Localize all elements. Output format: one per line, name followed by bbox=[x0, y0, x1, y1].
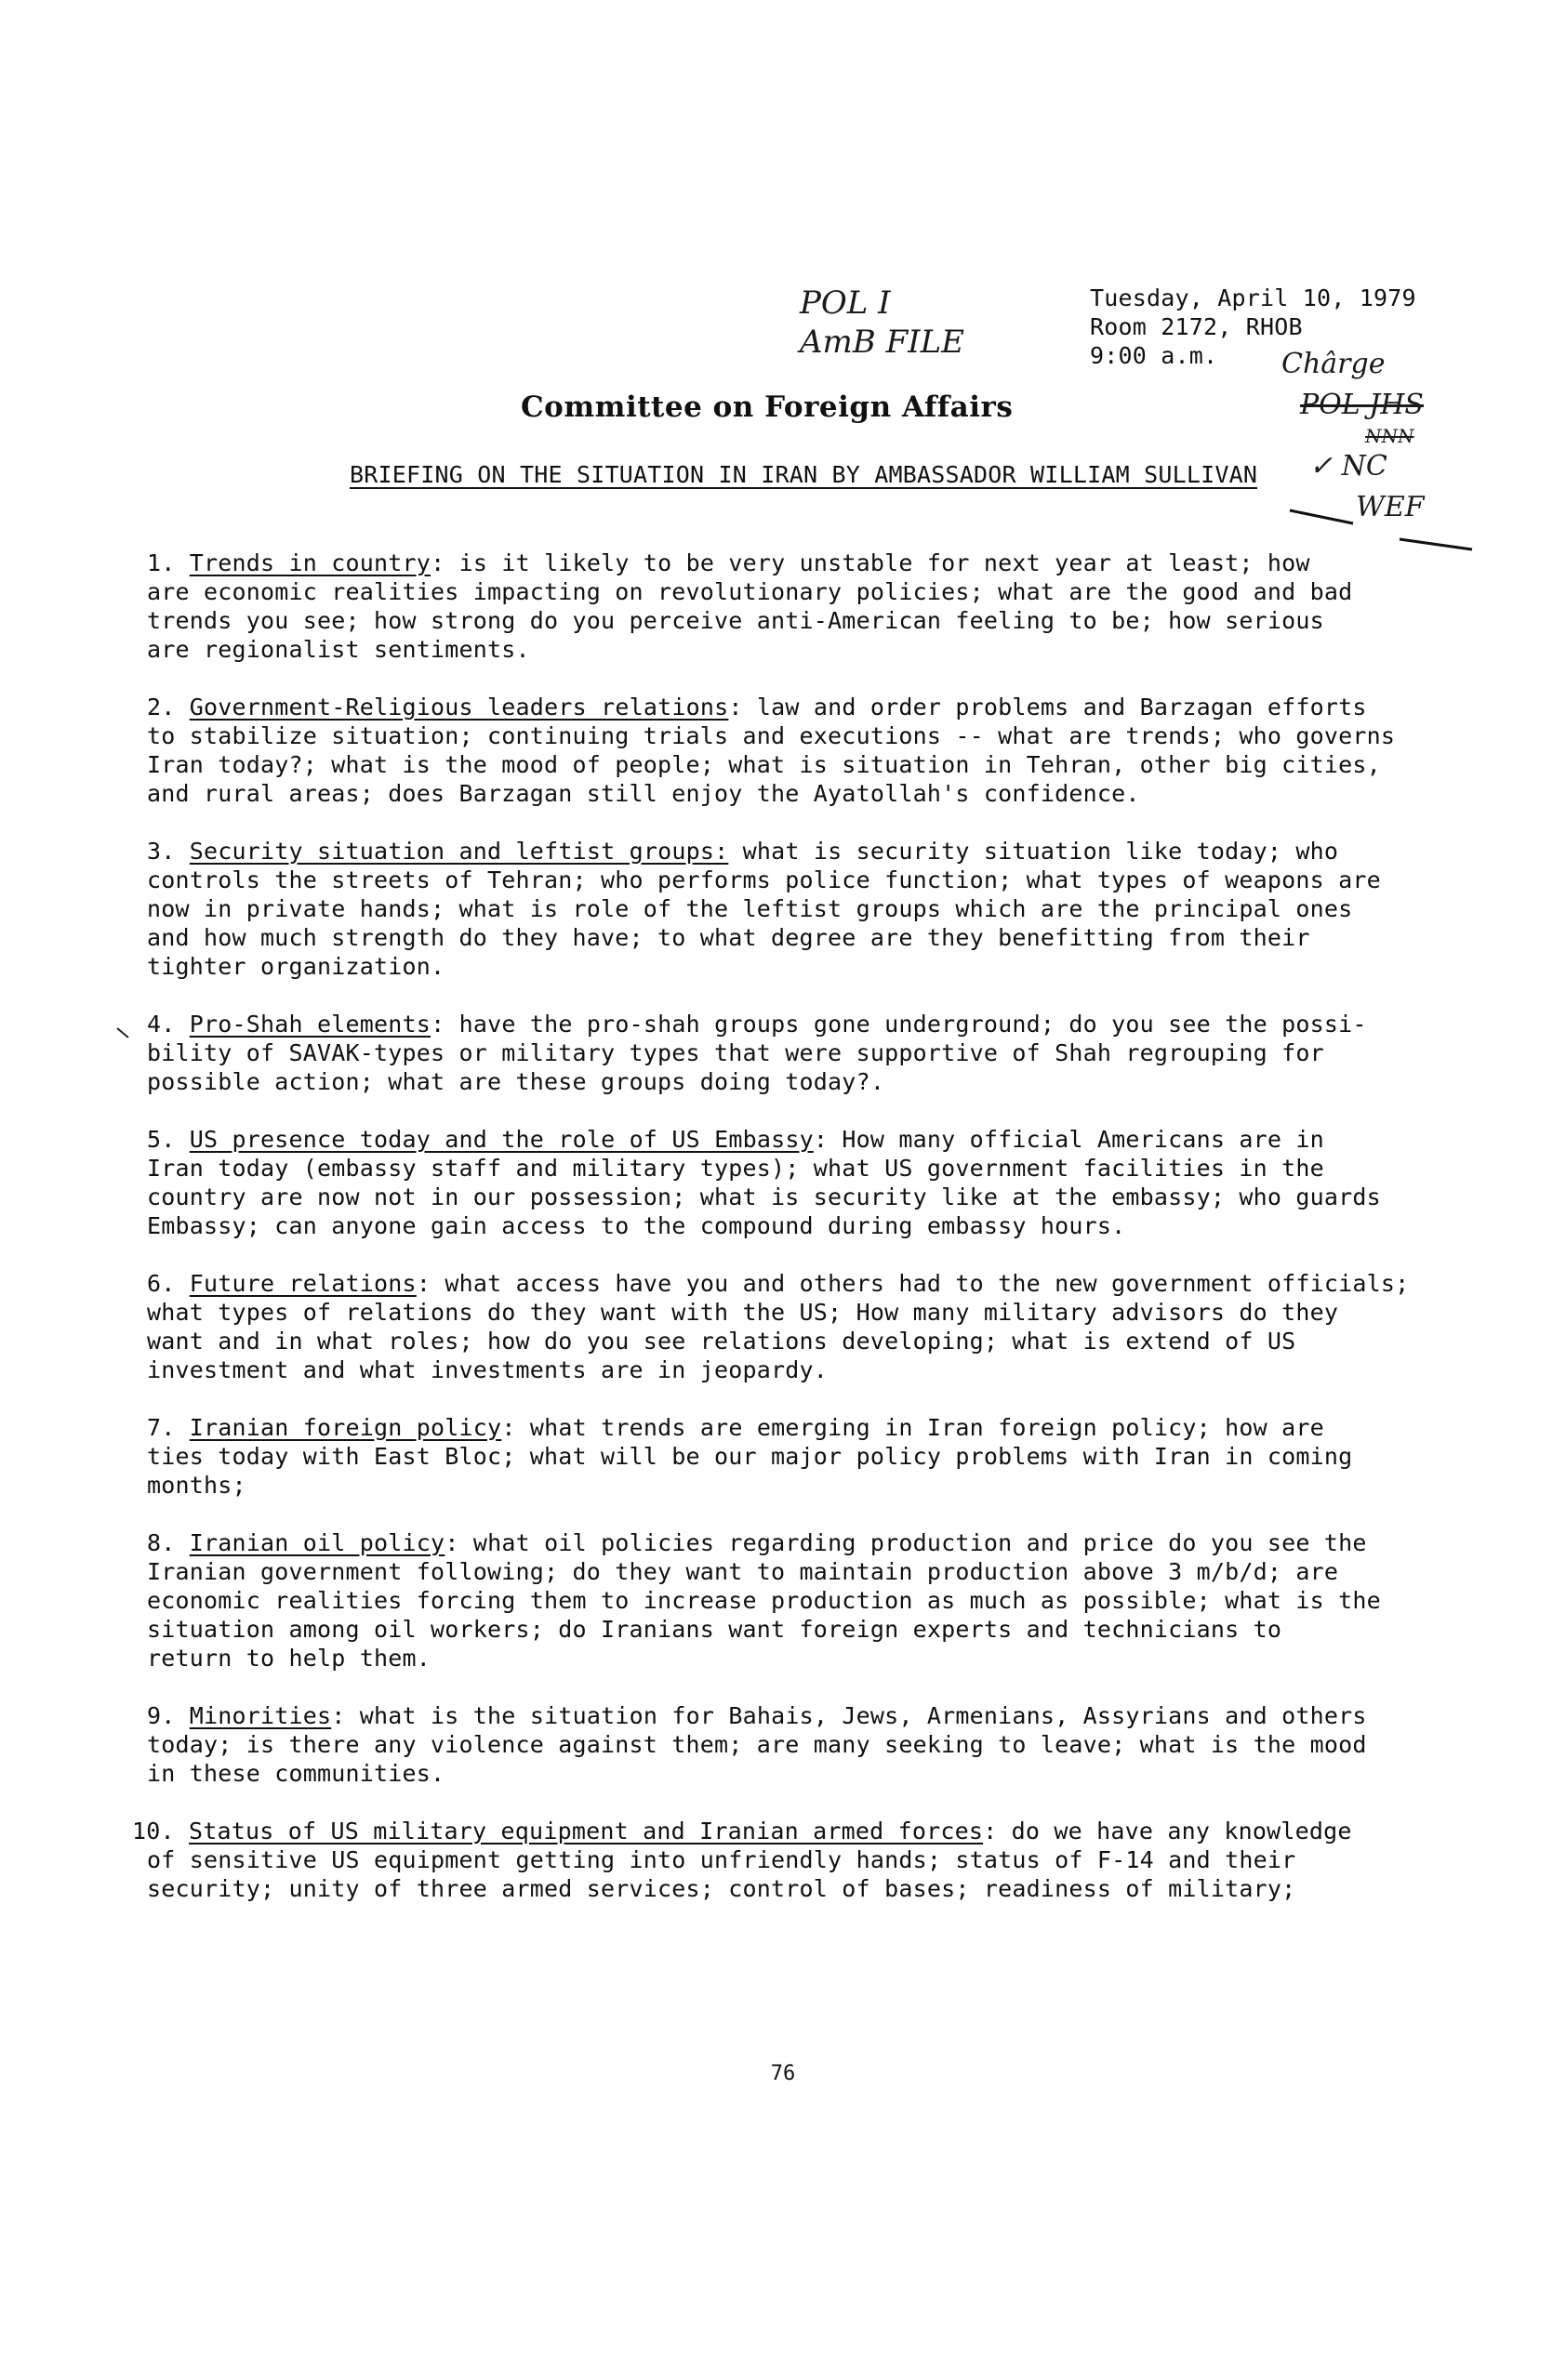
routing-note: ✓ NC bbox=[1309, 450, 1387, 483]
meeting-date: Tuesday, April 10, 1979 bbox=[1090, 284, 1416, 311]
briefing-items bbox=[132, 549, 1505, 1932]
committee-title: Committee on Foreign Affairs bbox=[521, 390, 1014, 424]
item-text: what is security situation like today; who controls the streets of Tehran; who performs police function; what types of weapons are now in private hands; what is role of the leftist groups which are the principal ones and how much strength do they have; to what degree are they benefitting from their tighter organization. bbox=[147, 838, 1381, 980]
item-text: : what access have you and others had to the new government officials; what types of relations do they want with the US; How many military advisors do they want and in what roles; how do you see relations developing; what is extend of US investment and what investments are in jeopardy. bbox=[147, 1270, 1410, 1383]
list-item bbox=[147, 837, 1505, 981]
item-number: 6. bbox=[147, 1270, 176, 1297]
handwritten-file-note-line1: POL I bbox=[800, 284, 891, 322]
handwritten-file-note bbox=[800, 284, 964, 362]
item-number: 4. bbox=[147, 1011, 176, 1038]
routing-pen-stroke bbox=[1288, 507, 1474, 553]
item-number: 1. bbox=[147, 549, 176, 576]
item-text: : what is the situation for Bahais, Jews, Armenians, Assyrians and others today; is there any violence against them; are many seeking to leave; what is the mood in these communities. bbox=[147, 1702, 1367, 1787]
routing-note: WEF bbox=[1356, 491, 1425, 523]
handwritten-routing-notes bbox=[1281, 344, 1425, 528]
meeting-time: 9:00 a.m. bbox=[1090, 342, 1218, 369]
item-text: : law and order problems and Barzagan efforts to stabilize situation; continuing trials and executions -- what are trends; who governs Iran today?; what is the mood of people; what is situation in Tehran, other big cities, and rural areas; does Barzagan still enjoy the Ayatollah's confidence. bbox=[147, 694, 1396, 807]
list-item bbox=[147, 549, 1505, 664]
item-number: 2. bbox=[147, 694, 176, 721]
briefing-title: BRIEFING ON THE SITUATION IN IRAN BY AMBASSADOR WILLIAM SULLIVAN bbox=[350, 461, 1258, 488]
item-number: 10. bbox=[132, 1818, 175, 1844]
list-item bbox=[147, 1413, 1505, 1500]
item-label: Trends in country bbox=[189, 549, 431, 576]
item-label: Status of US military equipment and Iranian armed forces bbox=[189, 1818, 984, 1844]
list-item bbox=[147, 1125, 1505, 1240]
item-text: : what trends are emerging in Iran foreign policy; how are ties today with East Bloc; what will be our major policy problems with Iran in coming months; bbox=[147, 1414, 1353, 1499]
item-text: : have the pro-shah groups gone underground; do you see the possi- bility of SAVAK-types or military types that were supportive of Shah regrouping for possible action; what are these groups doing today?. bbox=[147, 1011, 1367, 1095]
item-label: Minorities bbox=[189, 1702, 332, 1729]
list-item bbox=[132, 1817, 1505, 1903]
meeting-room: Room 2172, RHOB bbox=[1090, 313, 1303, 340]
item-text: : do we have any knowledge of sensitive US equipment getting into unfriendly hands; status of F-14 and their security; unity of three armed services; control of bases; readiness of military; bbox=[147, 1818, 1352, 1902]
routing-note: POL JHS bbox=[1300, 389, 1424, 421]
item-number: 3. bbox=[147, 838, 176, 865]
page-number: 76 bbox=[770, 2062, 796, 2085]
item-label: Iranian oil policy bbox=[189, 1529, 445, 1556]
item-label: Iranian foreign policy bbox=[189, 1414, 502, 1441]
item-number: 8. bbox=[147, 1529, 176, 1556]
item-number: 5. bbox=[147, 1126, 176, 1153]
routing-note: NNN bbox=[1365, 425, 1414, 447]
routing-note: Chârge bbox=[1281, 348, 1386, 380]
item-label: Security situation and leftist groups: bbox=[189, 838, 729, 865]
list-item bbox=[147, 693, 1505, 808]
item-number: 9. bbox=[147, 1702, 176, 1729]
item-text: : How many official Americans are in Iran today (embassy staff and military types); what US government facilities in the country are now not in our possession; what is security like at the embassy; who guards Embassy; can anyone gain access to the compound during embassy hours. bbox=[147, 1126, 1381, 1239]
list-item bbox=[147, 1701, 1505, 1788]
list-item bbox=[147, 1269, 1505, 1384]
item-label: Government-Religious leaders relations bbox=[189, 694, 729, 721]
item-label: Pro-Shah elements bbox=[189, 1011, 431, 1038]
pen-tick-mark bbox=[115, 1025, 134, 1043]
item-text: : is it likely to be very unstable for next year at least; how are economic realities impacting on revolutionary policies; what are the good and bad trends you see; how strong do you perceive anti-American feeling to be; how serious are regionalist sentiments. bbox=[147, 549, 1353, 663]
list-item bbox=[147, 1528, 1505, 1673]
item-label: Future relations bbox=[189, 1270, 417, 1297]
item-number: 7. bbox=[147, 1414, 176, 1441]
item-label: US presence today and the role of US Embassy bbox=[189, 1126, 814, 1153]
item-text: : what oil policies regarding production and price do you see the Iranian government following; do they want to maintain production above 3 m/b/d; are economic realities forcing them to increase production as much as possible; what is the situation among oil workers; do Iranians want foreign experts and technicians to return to help them. bbox=[147, 1529, 1381, 1672]
list-item bbox=[147, 1010, 1505, 1096]
handwritten-file-note-line2: AmB FILE bbox=[800, 324, 965, 361]
